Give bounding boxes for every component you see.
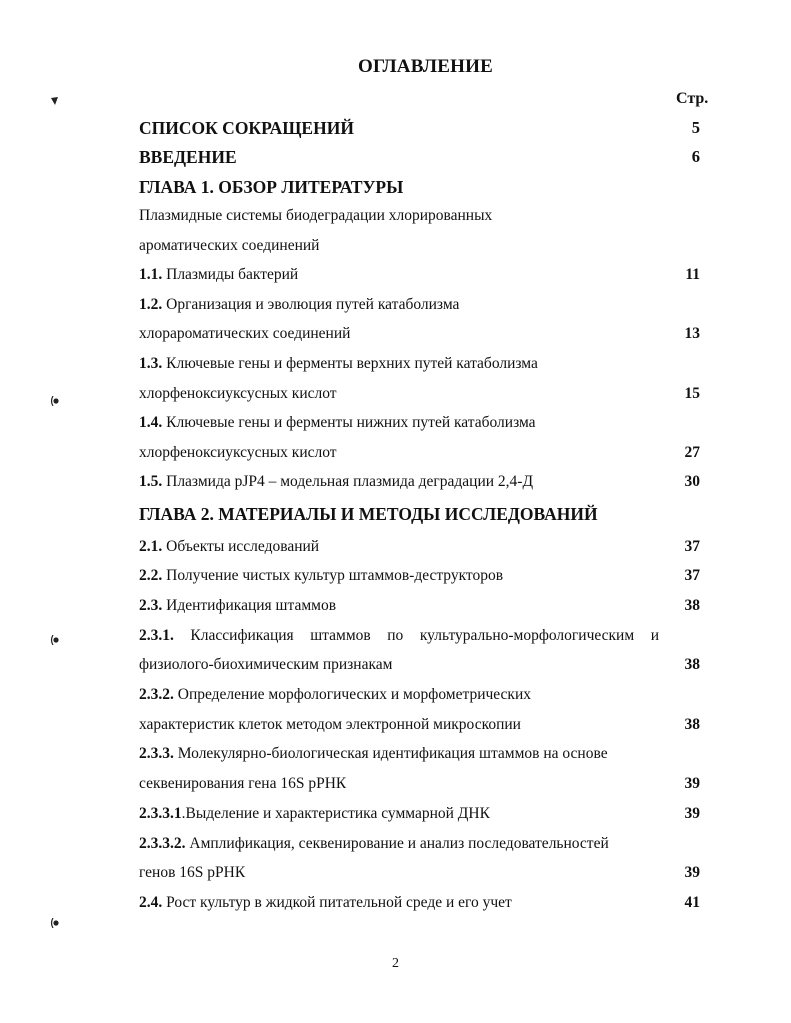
toc-entry-number: 1.3. [139,355,163,372]
toc-entry-number: 2.3. [139,597,163,614]
toc-entry [139,685,531,705]
toc-entry [139,206,492,226]
toc-entry-text: Определение морфологических и морфометрических [173,686,532,703]
toc-entry-text: ароматических соединений [139,237,320,254]
toc-entry-text: хлорароматических соединений [139,325,351,342]
toc-entry [139,566,503,586]
toc-entry-text: ГЛАВА 2. МАТЕРИАЛЫ И МЕТОДЫ ИССЛЕДОВАНИЙ [139,504,598,524]
binding-hole-icon [50,918,58,927]
toc-entry-number: 1.4. [139,414,163,431]
toc-entry-text: Организация и эволюция путей катаболизма [162,296,460,313]
toc-entry-page: 15 [684,385,700,402]
toc-entry-text: Молекулярно-биологическая идентификация штаммов на основе [173,745,608,762]
chapter-heading [139,503,598,525]
toc-entry [139,774,346,794]
toc-entry [139,265,298,285]
toc-entry-text: Получение чистых культур штаммов-деструкторов [162,567,504,584]
toc-entry-text: хлорфеноксиуксусных кислот [139,444,337,461]
toc-entry [139,596,336,616]
toc-entry-text: секвенирования гена 16S рРНК [139,775,347,792]
toc-entry [139,472,533,492]
toc-entry-text: Плазмиды бактерий [162,266,299,283]
toc-entry-number: 1.5. [139,473,163,490]
toc-entry-text: Рост культур в жидкой питательной среде и его учет [162,894,512,911]
binding-hole-icon [50,96,58,105]
toc-entry [139,354,538,374]
toc-entry-page: 39 [684,805,700,822]
toc-entry-text: Ключевые гены и ферменты нижних путей катаболизма [162,414,536,431]
page-number: 2 [392,956,399,971]
toc-entry [139,384,337,404]
toc-entry-text: Классификация штаммов по культурально-морфологическим и [173,627,659,644]
toc-entry-page: 6 [691,147,700,166]
toc-entry-page: 13 [684,325,700,342]
toc-entry [139,834,609,854]
toc-entry-text: Ключевые гены и ферменты верхних путей катаболизма [162,355,538,372]
toc-entry-number: 1.1. [139,266,163,283]
toc-entry [139,715,521,735]
toc-entry-page: 38 [684,597,700,614]
toc-entry-text: СПИСОК СОКРАЩЕНИЙ [139,118,354,138]
toc-entry [139,324,350,344]
toc-entry-text: хлорфеноксиуксусных кислот [139,385,337,402]
toc-entry-page: 37 [684,538,700,555]
toc-entry [139,655,392,675]
toc-entry [139,413,536,433]
toc-entry-page: 39 [684,775,700,792]
toc-entry-page: 38 [684,716,700,733]
toc-entry-text: генов 16S рРНК [139,864,246,881]
toc-entry [139,744,608,764]
toc-entry-number: 2.4. [139,894,163,911]
toc-entry [139,893,512,913]
toc-entry-text: Плазмида pJP4 – модельная плазмида деградации 2,4-Д [162,473,534,490]
toc-title: ОГЛАВЛЕНИЕ [358,56,493,77]
toc-entry-text: физиолого-биохимическим признакам [139,656,393,673]
toc-entry-number: 2.2. [139,567,163,584]
chapter-heading [139,176,403,198]
toc-entry-page: 37 [684,567,700,584]
toc-entry-number: 1.2. [139,296,163,313]
toc-entry-page: 27 [684,444,700,461]
toc-entry [139,626,659,646]
toc-entry-number: 2.3.3. [139,745,174,762]
toc-entry-text: характеристик клеток методом электронной микроскопии [139,716,521,733]
binding-hole-icon [50,396,58,405]
toc-entry [139,863,245,883]
toc-entry-number: 2.3.3.1 [139,805,182,822]
toc-entry-number: 2.3.3.2. [139,835,186,852]
toc-entry [139,537,319,557]
toc-entry-page: 39 [684,864,700,881]
toc-entry-page: 30 [684,473,700,490]
toc-entry-text: Идентификация штаммов [162,597,337,614]
toc-entry [139,117,354,139]
toc-entry-page: 38 [684,656,700,673]
binding-hole-icon [50,635,58,644]
toc-entry [139,146,237,168]
toc-entry [139,804,490,824]
toc-entry-text: ГЛАВА 1. ОБЗОР ЛИТЕРАТУРЫ [139,177,404,197]
toc-entry [139,236,319,256]
toc-entry-page: 5 [691,118,700,137]
toc-entry [139,443,337,463]
page-column-header: Стр. [676,90,709,107]
toc-entry-text: Плазмидные системы биодеградации хлорированных [139,207,493,224]
toc-entry-number: 2.1. [139,538,163,555]
toc-entry-page: 41 [684,894,700,911]
toc-entry-text: Амплификация, секвенирование и анализ последовательностей [185,835,609,852]
toc-entry-page: 11 [685,266,700,283]
toc-entry-text: ВВЕДЕНИЕ [139,147,237,167]
toc-entry-text: .Выделение и характеристика суммарной ДНК [181,805,490,822]
toc-entry-text: Объекты исследований [162,538,320,555]
toc-entry [139,295,459,315]
toc-entry-number: 2.3.2. [139,686,174,703]
toc-entry-number: 2.3.1. [139,627,174,644]
